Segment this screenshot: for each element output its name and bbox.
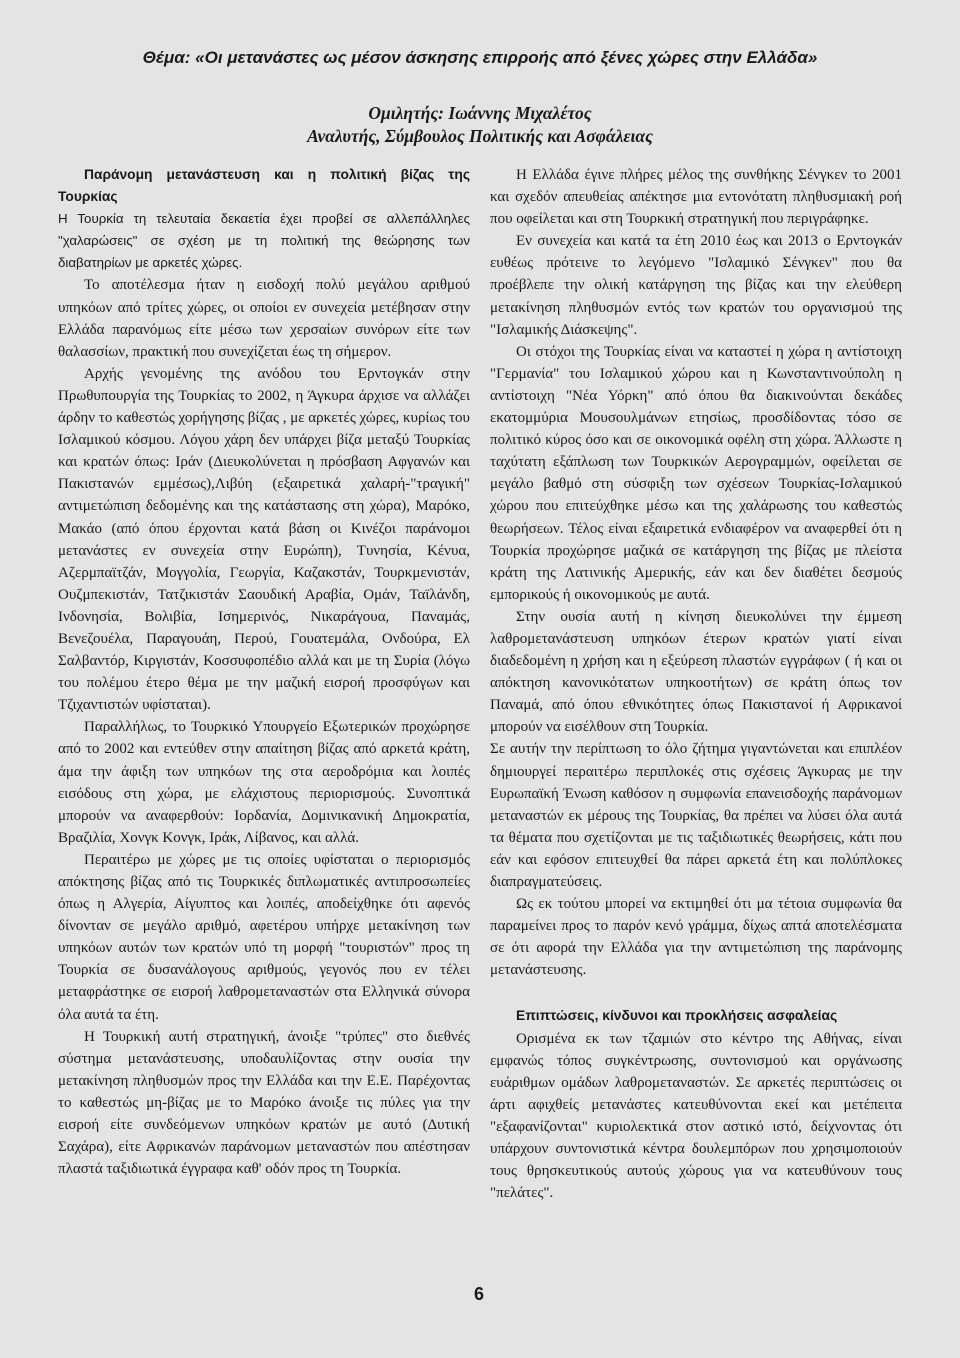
paragraph: Παραλλήλως, το Τουρκικό Υπουργείο Εξωτερικών προχώρησε από το 2002 και εντεύθεν στην απαίτηση βίζας από αρκετά κράτη, άμα την άφιξη των υπηκόων της στα αεροδρόμια και λοιπές εισόδους στη χώρα, με ελάχιστους περιορισμούς. Συνοπτικά μπορούν να αναφερθούν: Ιορδανία, Δομινικανική Δημοκρατία, Βραζιλία, Χονγκ Κονγκ, Ιράκ, Λίβανος, και αλλά. xyxy=(58,719,470,846)
section-heading: Παράνομη μετανάστευση και η πολιτική βίζας της Τουρκίας xyxy=(58,167,470,205)
paragraph: Οι στόχοι της Τουρκίας είναι να καταστεί η χώρα η αντίστοιχη "Γερμανία" του Ισλαμικού χώρου και η Κωνσταντινούπολη η αντίστοιχη "Νέα Υόρκη" από όπου θα διακινούνται δεκάδες εκατομμύρια Μουσουλμάνων ετησίως, προσδίδοντας τόσο σε πολιτικό κύρος όσο και σε οικονομικά οφέλη στη χώρα. Άλλωστε η ταχύτατη εξάπλωση των Τουρκικών Αερογραμμών, οφείλεται σε μεγάλο βαθμό στη σύσφιξη των σχέσεων Τουρκίας-Ισλαμικού χώρου που επιτεύχθηκε μέσω και της χαλάρωσης του καθεστώς θεωρήσεων. Τέλος είναι εξαιρετικά ενδιαφέρον να αναφερθεί ότι η Τουρκία προχώρησε μαζικά σε κατάργηση της βίζας με πλείστα κράτη της Λατινικής Αμερικής, εάν και δεν διαθέτει δεσμούς εμπορικούς ή οικονομικούς με αυτά. xyxy=(490,343,902,603)
speaker-name: Ομιλητής: Ιωάννης Μιχαλέτος xyxy=(368,103,592,123)
paragraph: Στην ουσία αυτή η κίνηση διευκολύνει την έμμεση λαθρομετανάστευση υπηκόων έτερων κρατών γιατί είναι διαδεδομένη η χρήση και η εξεύρεση πλαστών εγγράφων ( ή και οι απόκτηση κανονικότατων υπηκοοτήτων) σε κράτη όπως τον Παναμά, από όπου εθνικότητες όπως Πακιστανοί ή Αφρικανοί μπορούν να εισέλθουν στη Τουρκία. xyxy=(490,608,902,736)
speaker-block xyxy=(0,102,960,148)
page-title: Θέμα: «Οι μετανάστες ως μέσον άσκησης επιρροής από ξένες χώρες στην Ελλάδα» xyxy=(142,48,818,67)
page-number: 6 xyxy=(474,1284,485,1304)
right-column xyxy=(490,164,902,1204)
paragraph: Ως εκ τούτου μπορεί να εκτιμηθεί ότι μα τέτοια συμφωνία θα παραμείνει προς το παρόν κενό γράμμα, δίχως απτά αποτελέσματα σε ότι αφορά την Ελλάδα για την αντιμετώπιση της παράνομης μετανάστευσης. xyxy=(490,896,902,979)
paragraph: Εν συνεχεία και κατά τα έτη 2010 έως και 2013 ο Ερντογκάν ευθέως πρότεινε το λεγόμενο "Ισλαμικό Σένγκεν" που θα προέβλεπε την ολική κατάργηση της βίζας και την ελεύθερη μετακίνηση πληθυσμών εντός των κρατών του οργανισμού της "Ισλαμικής Διάσκεψης". xyxy=(490,233,902,338)
section-heading: Επιπτώσεις, κίνδυνοι και προκλήσεις ασφαλείας xyxy=(516,1008,838,1024)
left-column xyxy=(58,164,470,1180)
paragraph: Το αποτέλεσμα ήταν η εισδοχή πολύ μεγάλου αριθμού υπηκόων από τρίτες χώρες, οι οποίοι εν συνεχεία μετέβησαν στην Ελλάδα παρανόμως είτε μέσω των χερσαίων συνόρων είτε των θαλασσίων, πρακτική που συνεχίζεται έως τη σήμερον. xyxy=(58,277,470,360)
paragraph: Σε αυτήν την περίπτωση το όλο ζήτημα γιγαντώνεται και επιπλέον δημιουργεί περαιτέρω περιπλοκές στις σχέσεις Άγκυρας με την Ευρωπαϊκή Ένωση καθόσον η συμφωνία επανεισδοχής παράνομων μεταναστών εκ μέρους της Τουρκίας, θα πρέπει να λύσει όλα αυτά τα θέματα που σχετίζονται με τις ταξιδιωτικές θεωρήσεις, κάτι που εάν και εφόσον επιτευχθεί θα πάρει αρκετά έτη και πολύπλοκες διαπραγματεύσεις. xyxy=(490,741,902,890)
paragraph: Η Ελλάδα έγινε πλήρες μέλος της συνθήκης Σένγκεν το 2001 και σχεδόν απευθείας απέκτησε μια εντονότατη πληθυσμιακή ροή που οφείλεται και στη Τουρκική στρατηγική που περιγράφηκε. xyxy=(490,167,902,228)
paragraph: Η Τουρκική αυτή στρατηγική, άνοιξε "τρύπες" στο διεθνές σύστημα μετανάστευσης, υποδαυλίζοντας στην ουσία την μετακίνηση πληθυσμών προς την Ελλάδα και την Ε.Ε. Παρέχοντας το καθεστώς μη-βίζας με το Μαρόκο άνοιξε τις πύλες για την εισροή είτε συνδεόμενων υπηκόων κρατών με αυτό (Δυτική Σαχάρα), είτε Αφρικανών παράνομων μεταναστών που απέστησαν πλαστά ταξιδιωτικά έγγραφα καθ' οδόν προς τη Τουρκία. xyxy=(58,1028,470,1178)
paragraph: Περαιτέρω με χώρες με τις οποίες υφίσταται ο περιορισμός απόκτησης βίζας από τις Τουρκικές διπλωματικές αντιπροσωπείες όπως η Αλγερία, Αίγυπτος και λοιπές, αποδείχθηκε ότι αφενός δίνονταν σε μεγάλο αριθμό, αφετέρου υπήρχε μετακίνηση των υπηκόων αυτών των κρατών υπό τη μορφή "τουριστών" προς τη Τουρκία σε δυσανάλογους αριθμούς, γεγονός που εν τέλει μεταφράστηκε σε εισροή λαθρομεταναστών στα Ελληνικά σύνορα όλα αυτά τα έτη. xyxy=(58,851,470,1023)
speaker-role: Αναλυτής, Σύμβουλος Πολιτικής και Ασφάλειας xyxy=(307,126,653,146)
intro-paragraph: Η Τουρκία τη τελευταία δεκαετία έχει προβεί σε αλλεπάλληλες "χαλαρώσεις" σε σχέση με τη πολιτική της θεώρησης των διαβατηρίων με αρκετές χώρες. xyxy=(58,211,470,271)
paragraph: Ορισμένα εκ των τζαμιών στο κέντρο της Αθήνας, είναι εμφανώς τόπος συγκέντρωσης, συντονισμού και οργάνωσης ευάριθμων ομάδων λαθρομεταναστών. Σε αρκετές περιπτώσεις οι άρτι αφιχθείς μετανάστες κατευθύνονται εκεί και μετέπειτα "εξαφανίζονται" κυριολεκτικά στον αστικό ιστό, δείχνοντας ότι υπάρχουν συντονιστικά κέντρα δουλεμπόρων που χρησιμοποιούν τους θρησκευτικούς αυτούς χώρους για να κατευθύνουν τους "πελάτες". xyxy=(490,1030,902,1202)
paragraph: Αρχής γενομένης της ανόδου του Ερντογκάν στην Πρωθυπουργία της Τουρκίας το 2002, η Άγκυρα άρχισε να αλλάζει άρδην το καθεστώς χορήγησης βίζας , με αρκετές χώρες, κυρίως του Ισλαμικού κόσμου. Λόγου χάρη δεν υπάρχει βίζα μεταξύ Τουρκίας και κρατών όπως: Ιράν (Διευκολύνεται η πρόσβαση Αφγανών και Πακιστανών εμμέσως),Λιβύη (εξαιρετικά χαλαρή-"τραγική" αντιμετώπιση δεδομένης και της κατάστασης στη χώρα), Μαρόκο, Μακάο (από όπου έρχονται κατά βάση οι Κινέζοι παράνομοι μετανάστες εν συνεχεία στην Ευρώπη), Τυνησία, Κένυα, Αζερμπαϊτζάν, Μογγολία, Γεωργία, Καζακστάν, Τουρκμενιστάν, Ουζμπεκιστάν, Τατζικιστάν Σαουδική Αραβία, Ομάν, Ταϊλάνδη, Ινδονησία, Βολιβία, Ισημερινός, Νικαράγουα, Παναμάς, Βενεζουέλα, Παραγουάη, Περού, Γουατεμάλα, Ονδούρα, Ελ Σαλβαντόρ, Κιργιστάν, Κοσσυφοπέδιο αλλά και με τη Συρία (λόγω του πολέμου έτερο θέμα με την μαζική εισροή προσφύγων και Τζιχαντιστών υφίσταται). xyxy=(58,365,470,714)
